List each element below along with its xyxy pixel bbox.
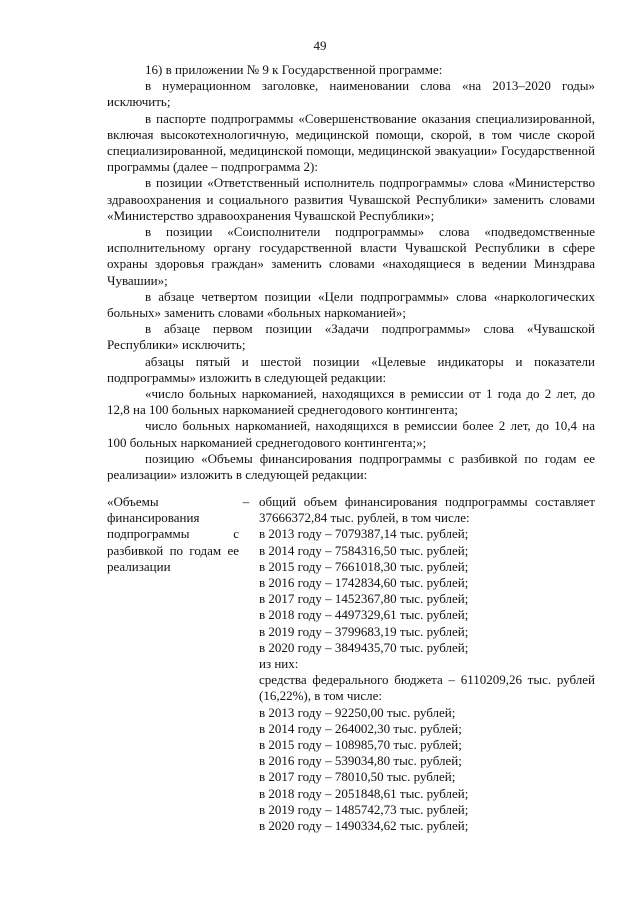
federal-year-line: в 2020 году – 1490334,62 тыс. рублей; <box>259 818 469 834</box>
total-year-line: в 2020 году – 3849435,70 тыс. рублей; <box>259 639 469 655</box>
table-label-cell: «Объемы финансирования подпрограммы с разбивкой по годам ее реализации <box>107 494 239 574</box>
paragraph: в паспорте подпрограммы «Совершенствование оказания специализированной, включая высокотехнологичную, медицинской помощи, скорой, в том числе скорой специализированной, медицинской помощи, медицинской эвакуации» Государственной программы (далее – подпрограмма 2): <box>107 110 595 175</box>
of-which-label: из них: <box>259 656 299 672</box>
total-year-line: в 2015 году – 7661018,30 тыс. рублей; <box>259 558 469 574</box>
total-year-line: в 2013 году – 7079387,14 тыс. рублей; <box>259 526 469 542</box>
paragraph: позицию «Объемы финансирования подпрограммы с разбивкой по годам ее реализации» изложить в следующей редакции: <box>107 450 595 483</box>
paragraph: в абзаце первом позиции «Задачи подпрограммы» слова «Чувашской Республики» исключить; <box>107 321 595 353</box>
federal-year-line: в 2013 году – 92250,00 тыс. рублей; <box>259 704 456 720</box>
paragraph: абзацы пятый и шестой позиции «Целевые индикаторы и показатели подпрограммы» изложить в следующей редакции: <box>107 353 595 385</box>
federal-year-line: в 2018 году – 2051848,61 тыс. рублей; <box>259 785 469 801</box>
paragraph: «число больных наркоманией, находящихся в ремиссии от 1 года до 2 лет, до 12,8 на 100 больных наркоманией среднегодового контингента; <box>107 386 595 418</box>
total-year-line: в 2016 году – 1742834,60 тыс. рублей; <box>259 575 469 591</box>
total-year-line: в 2018 году – 4497329,61 тыс. рублей; <box>259 607 469 623</box>
federal-budget-text: средства федерального бюджета – 6110209,26 тыс. рублей (16,22%), в том числе: <box>259 672 595 704</box>
federal-year-line: в 2016 году – 539034,80 тыс. рублей; <box>259 753 462 769</box>
paragraph: в нумерационном заголовке, наименовании слова «на 2013–2020 годы» исключить; <box>107 78 595 110</box>
federal-year-line: в 2015 году – 108985,70 тыс. рублей; <box>259 737 462 753</box>
table-dash: – <box>242 494 250 509</box>
page-number: 49 <box>313 38 327 53</box>
total-year-line: в 2014 году – 7584316,50 тыс. рублей; <box>259 542 469 558</box>
paragraph: в позиции «Ответственный исполнитель подпрограммы» слова «Министерство здравоохранения и социального развития Чувашской Республики» заменить словами «Министерство здравоохранения Чувашской Республики»; <box>107 175 595 223</box>
document-body <box>107 62 595 483</box>
federal-year-line: в 2014 году – 264002,30 тыс. рублей; <box>259 720 462 736</box>
total-year-line: в 2019 году – 3799683,19 тыс. рублей; <box>259 623 469 639</box>
paragraph: 16) в приложении № 9 к Государственной программе: <box>145 62 443 77</box>
paragraph: число больных наркоманией, находящихся в ремиссии более 2 лет, до 10,4 на 100 больных наркоманией среднегодового контингента;»; <box>107 418 595 450</box>
paragraph: в позиции «Соисполнители подпрограммы» слова «подведомственные исполнительному органу государственной власти Чувашской Республики в сфере охраны здоровья граждан» заменить словами «находящиеся в ведении Минздрава Чувашии»; <box>107 224 595 288</box>
paragraph: в абзаце четвертом позиции «Цели подпрограммы» слова «наркологических больных» заменить словами «больных наркоманией»; <box>107 288 595 321</box>
federal-year-line: в 2017 году – 78010,50 тыс. рублей; <box>259 769 456 785</box>
federal-year-line: в 2019 году – 1485742,73 тыс. рублей; <box>259 801 469 817</box>
total-year-line: в 2017 году – 1452367,80 тыс. рублей; <box>259 591 469 607</box>
table-value-cell <box>259 494 595 834</box>
total-financing-text: общий объем финансирования подпрограммы составляет 37666372,84 тыс. рублей, в том числе: <box>259 494 595 526</box>
